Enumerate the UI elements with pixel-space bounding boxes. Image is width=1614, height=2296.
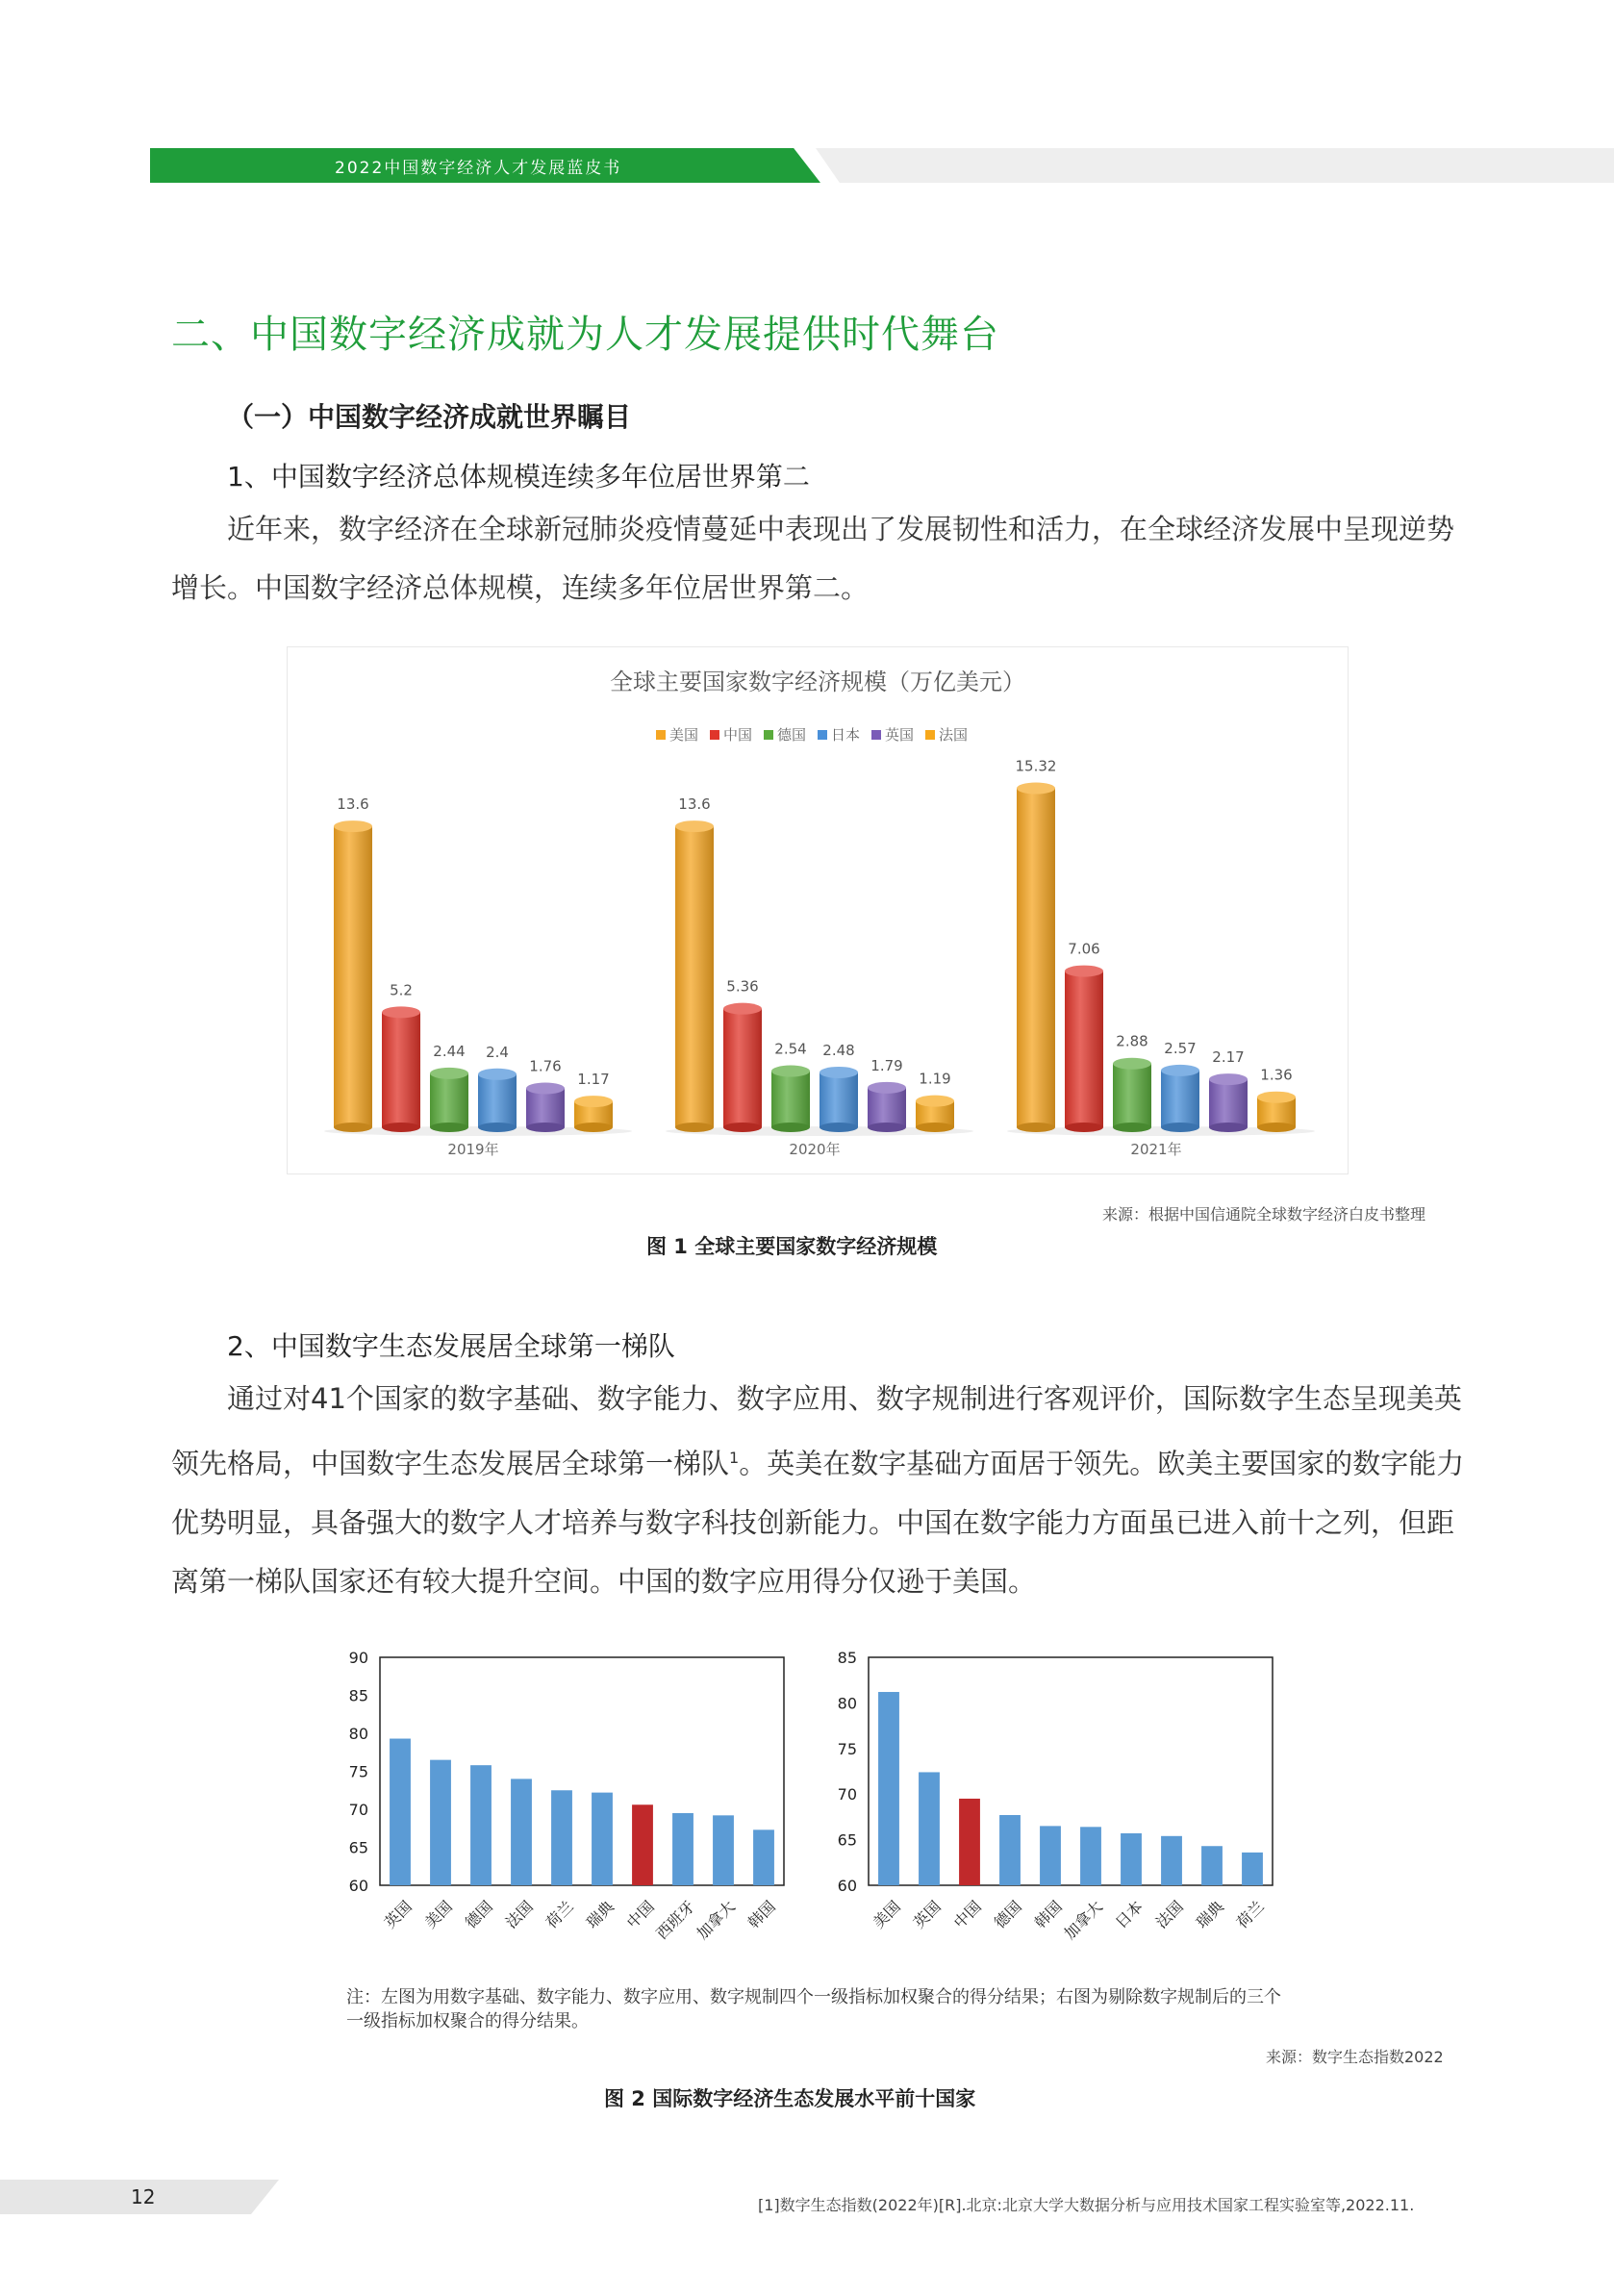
chart1-bar-top [334, 820, 372, 832]
chart1-bar-top [723, 1003, 762, 1015]
chart1-bar-top [526, 1083, 565, 1095]
chart3-y-tick-label: 80 [837, 1694, 857, 1713]
chart1-bar-top [478, 1069, 517, 1080]
chart3-bar [1040, 1826, 1061, 1885]
chart2-category-label: 加拿大 [693, 1897, 739, 1943]
chart1-data-label: 15.32 [1015, 757, 1057, 775]
chart1-data-label: 2.48 [822, 1041, 855, 1059]
chart1-bar-top [1257, 1092, 1296, 1103]
chart1-bar-top [1113, 1058, 1151, 1070]
chart2-category-label: 英国 [380, 1897, 416, 1932]
chart1-bar-top [868, 1082, 906, 1094]
chart1-bar-top [771, 1066, 810, 1077]
item2-title: 2、中国数字生态发展居全球第一梯队 [227, 1330, 675, 1362]
chart1-bar-base [1017, 1123, 1055, 1132]
chart1-legend-swatch [764, 730, 773, 740]
figure1-caption: 图 1 全球主要国家数字经济规模 [646, 1235, 938, 1258]
chart2-bar [592, 1793, 613, 1885]
chart3-y-tick-label: 85 [837, 1649, 857, 1667]
footnote-ref: 1 [729, 1449, 740, 1467]
chart1-category-label: 2021年 [1130, 1141, 1182, 1158]
chart1-data-label: 1.19 [919, 1070, 951, 1088]
chart1-bars [324, 758, 1315, 1158]
chart3-category-label: 日本 [1111, 1897, 1147, 1932]
chart1-bar-top [675, 820, 714, 832]
chart1-bar [1113, 1064, 1151, 1127]
figure2-source: 来源：数字生态指数2022 [1266, 2048, 1444, 2066]
chart3-y-tick-label: 75 [837, 1739, 857, 1758]
chart1-legend-swatch [925, 730, 935, 740]
chart1-data-label: 2.17 [1212, 1048, 1245, 1067]
chart1-data-label: 13.6 [337, 795, 369, 814]
chart2-bar [713, 1815, 734, 1885]
chart1-bar-top [574, 1096, 613, 1107]
chart1-bar-base [430, 1123, 468, 1132]
header-title: 2022中国数字经济人才发展蓝皮书 [335, 159, 622, 178]
chart1-bar-base [1209, 1123, 1248, 1132]
chart3-bar [1161, 1836, 1182, 1885]
chart2-svg [327, 1640, 798, 1967]
chart3-category-label: 法国 [1151, 1897, 1187, 1932]
chart2-bar [632, 1804, 653, 1885]
chart3-category-label: 荷兰 [1232, 1897, 1268, 1932]
chart2-y-tick-label: 70 [348, 1801, 368, 1819]
chart1-legend-label: 法国 [939, 726, 969, 744]
chart1-bar-top [1209, 1073, 1248, 1085]
chart2-y-tick-label: 85 [348, 1686, 368, 1705]
chart1-bar-top [820, 1067, 858, 1078]
chart1-bar-base [526, 1123, 565, 1132]
chart1-bar-base [478, 1123, 517, 1132]
chart2-y-tick-label: 80 [348, 1725, 368, 1743]
page-number: 12 [131, 2185, 156, 2208]
chart1-bar-base [675, 1123, 714, 1132]
chart1-bar [1017, 789, 1055, 1127]
chart1-data-label: 2.57 [1164, 1039, 1197, 1057]
chart1-bar [675, 826, 714, 1127]
footnote: [1]数字生态指数(2022年)[R].北京:北京大学大数据分析与应用技术国家工程实验室等,2022.11. [758, 2196, 1415, 2214]
chart3-bar [1121, 1833, 1142, 1885]
chart3-category-label: 韩国 [1030, 1897, 1066, 1932]
chart1-legend-label: 德国 [777, 726, 807, 744]
chart2-y-tick-label: 90 [348, 1649, 368, 1667]
chart1-data-label: 2.88 [1116, 1032, 1148, 1050]
chart1-legend-label: 中国 [723, 726, 753, 744]
chart3-category-label: 美国 [869, 1897, 904, 1932]
chart1-legend [656, 726, 968, 744]
chart3-bar [1080, 1827, 1101, 1885]
paragraph-2-rest: 。英美在数字基础方面居于领先。欧美主要国家的数字能力优势明显，具备强大的数字人才培养与数字科技创新能力。中国在数字能力方面虽已进入前十之列，但距离第一梯队国家还有较大提升空间。中国的数字应用得分仅逊于美国。 [171, 1447, 1465, 1598]
chart1-bar [382, 1012, 420, 1127]
chart1-bar [1161, 1071, 1199, 1127]
chart1-category-label: 2019年 [447, 1141, 499, 1158]
chart2-bar [672, 1813, 694, 1885]
chart1-data-label: 2.44 [433, 1042, 466, 1060]
chart3-category-label: 加拿大 [1060, 1897, 1106, 1943]
chart2-category-label: 韩国 [744, 1897, 779, 1932]
chart1-category-label: 2020年 [789, 1141, 841, 1158]
figure2-note: 注：左图为用数字基础、数字能力、数字应用、数字规制四个一级指标加权聚合的得分结果；右图为剔除数字规制后的三个一级指标加权聚合的得分结果。 [346, 1987, 1281, 2031]
chart2-bar [430, 1760, 451, 1885]
chart2-bar [511, 1779, 532, 1885]
chart3-bar [1201, 1846, 1223, 1885]
chart2-category-label: 法国 [501, 1897, 537, 1932]
chart2-bar [551, 1790, 572, 1885]
chart1-bar-top [1017, 783, 1055, 795]
chart1-bar-top [382, 1006, 420, 1018]
chart1-bar-base [1161, 1123, 1199, 1132]
chart1-data-label: 5.36 [726, 977, 759, 996]
chart1-legend-label: 英国 [885, 726, 915, 744]
chart1-data-label: 1.17 [577, 1071, 610, 1089]
chart2-category-label: 荷兰 [542, 1897, 577, 1932]
chart2-category-label: 西班牙 [652, 1897, 698, 1943]
chart1-bar-base [334, 1123, 372, 1132]
chart1-bar-base [1257, 1123, 1296, 1132]
chart1-bar-top [430, 1068, 468, 1079]
chart1-data-label: 5.2 [390, 981, 413, 999]
paragraph-1: 近年来，数字经济在全球新冠肺炎疫情蔓延中表现出了发展韧性和活力，在全球经济发展中呈现逆势增长。中国数字经济总体规模，连续多年位居世界第二。 [171, 513, 1455, 604]
chart1-bar-base [1113, 1123, 1151, 1132]
chart1-legend-swatch [710, 730, 719, 740]
chart1-svg [288, 647, 1348, 1173]
chart1-legend-label: 日本 [831, 726, 861, 744]
chart3-category-label: 瑞典 [1192, 1897, 1227, 1932]
chart2-y-tick-label: 65 [348, 1838, 368, 1857]
chart3-svg [816, 1640, 1287, 1967]
chart3-bar [959, 1799, 980, 1885]
figure1-source: 来源：根据中国信通院全球数字经济白皮书整理 [1102, 1205, 1426, 1224]
chart3-bar [999, 1815, 1021, 1885]
chart2-bar [753, 1829, 774, 1885]
chart3-bar [1242, 1853, 1263, 1885]
chart1-data-label: 2.4 [486, 1043, 509, 1061]
subsection-title: （一）中国数字经济成就世界瞩目 [227, 401, 632, 433]
chart1-title: 全球主要国家数字经济规模（万亿美元） [610, 669, 1025, 695]
chart3-y-tick-label: 70 [837, 1785, 857, 1804]
chart3-bar [878, 1692, 899, 1885]
chart1-frame [287, 646, 1349, 1174]
chart1-data-label: 1.76 [529, 1057, 562, 1075]
chart1-bar [430, 1073, 468, 1127]
chart3-category-label: 英国 [909, 1897, 945, 1932]
chart1-bar-base [723, 1123, 762, 1132]
chart2-bar [390, 1739, 411, 1885]
chart1-bar [526, 1089, 565, 1127]
chart1-bar-top [916, 1096, 954, 1107]
chart1-bar [723, 1009, 762, 1127]
chart1-data-label: 7.06 [1068, 940, 1100, 958]
chart1-bar [478, 1074, 517, 1127]
chart2-category-label: 美国 [420, 1897, 456, 1932]
chart1-bar-base [1065, 1123, 1103, 1132]
chart1-bar-base [820, 1123, 858, 1132]
chart2-category-label: 德国 [461, 1897, 496, 1932]
chart3-category-label: 德国 [990, 1897, 1025, 1932]
chart1-bar-base [574, 1123, 613, 1132]
chart3-bar [919, 1772, 940, 1885]
chart1-bar [1065, 971, 1103, 1127]
chart1-bar-top [1161, 1065, 1199, 1076]
chart3-y-tick-label: 60 [837, 1877, 857, 1895]
chart1-legend-swatch [656, 730, 666, 740]
chart1-legend-swatch [818, 730, 827, 740]
chart1-data-label: 1.79 [870, 1056, 903, 1074]
chart1-bar [771, 1072, 810, 1127]
section-title: 二、中国数字经济成就为人才发展提供时代舞台 [171, 313, 999, 357]
chart1-bar-base [916, 1123, 954, 1132]
chart3-y-tick-label: 65 [837, 1830, 857, 1850]
chart1-data-label: 1.36 [1260, 1066, 1293, 1084]
chart2-category-label: 瑞典 [582, 1897, 618, 1932]
chart1-bar [334, 826, 372, 1127]
chart1-bar [1209, 1079, 1248, 1127]
chart1-bar-base [382, 1123, 420, 1132]
chart2-category-label: 中国 [622, 1897, 658, 1932]
header-bar-gray [816, 148, 1614, 183]
chart1-legend-label: 美国 [669, 726, 699, 744]
chart2-y-tick-label: 75 [348, 1762, 368, 1781]
chart1-bar [868, 1088, 906, 1127]
item1-title: 1、中国数字经济总体规模连续多年位居世界第二 [227, 461, 810, 492]
paragraph-2 [171, 1370, 1465, 1611]
chart1-bar-base [868, 1123, 906, 1132]
chart1-data-label: 13.6 [678, 795, 711, 814]
chart1-bar-top [1065, 966, 1103, 977]
chart1-legend-swatch [871, 730, 881, 740]
chart3-category-label: 中国 [949, 1897, 985, 1932]
chart1-data-label: 2.54 [774, 1040, 807, 1058]
chart1-bar-base [771, 1123, 810, 1132]
chart2-y-tick-label: 60 [348, 1877, 368, 1895]
chart1-bar [820, 1072, 858, 1127]
figure2-caption: 图 2 国际数字经济生态发展水平前十国家 [604, 2087, 976, 2110]
chart2-bar [470, 1765, 492, 1885]
paragraph-2-main: 通过对41个国家的数字基础、数字能力、数字应用、数字规制进行客观评价，国际数字生态呈现美英领先格局，中国数字生态发展居全球第一梯队 [171, 1382, 1462, 1480]
